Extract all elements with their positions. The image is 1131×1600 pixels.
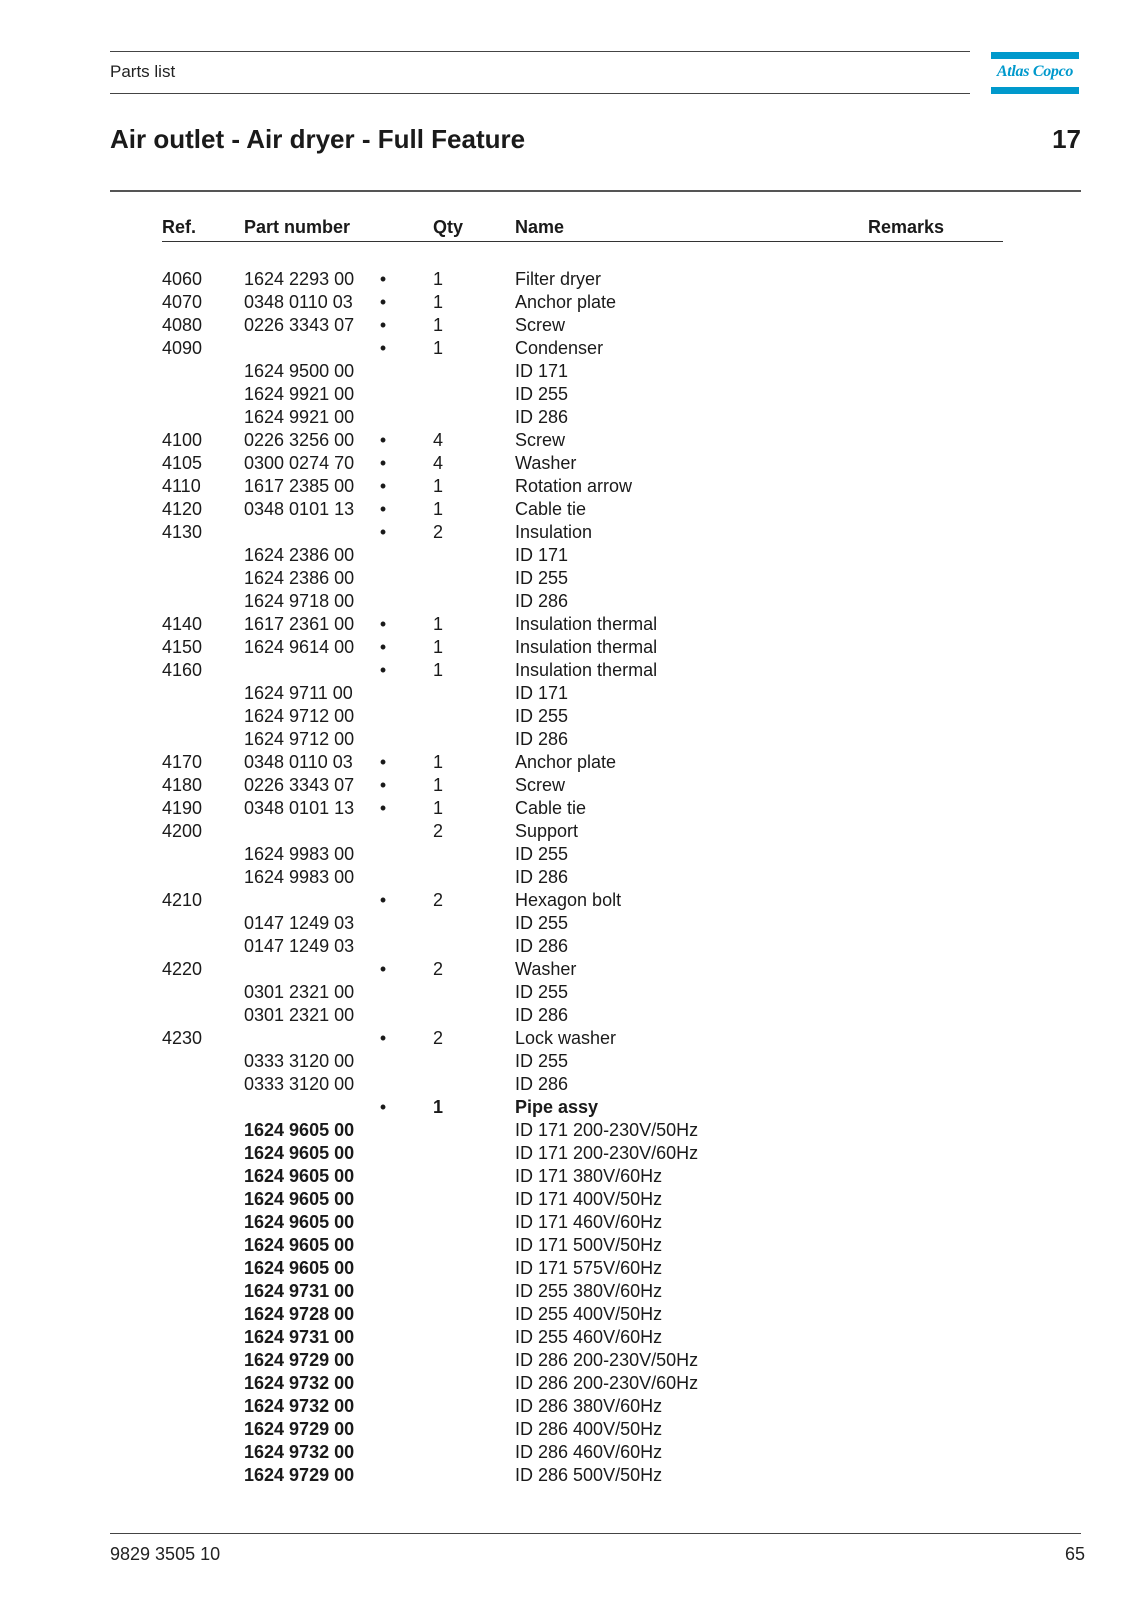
part-number-cell: 1624 9921 00: [244, 407, 355, 427]
name-cell: Screw: [515, 430, 566, 450]
ref-cell: 4160: [162, 660, 203, 680]
part-number-cell: 1624 9605 00: [244, 1212, 355, 1232]
page-number: 65: [1064, 1544, 1085, 1564]
bullet-marker: •: [379, 959, 387, 979]
table-row: [0, 1418, 1131, 1441]
table-row: [0, 337, 1131, 360]
table-row: [0, 360, 1131, 383]
qty-cell: 1: [433, 338, 444, 358]
bullet-marker: •: [379, 315, 387, 335]
part-number-cell: 0226 3343 07: [244, 315, 355, 335]
table-row: [0, 682, 1131, 705]
part-number-cell: 0301 2321 00: [244, 982, 355, 1002]
table-row: [0, 820, 1131, 843]
name-cell: ID 255: [515, 706, 569, 726]
table-row: [0, 291, 1131, 314]
name-cell: Washer: [515, 959, 577, 979]
bullet-marker: •: [379, 614, 387, 634]
bullet-marker: •: [379, 637, 387, 657]
part-number-cell: 1624 9729 00: [244, 1350, 355, 1370]
name-cell: Condenser: [515, 338, 604, 358]
atlas-copco-logo: [991, 52, 1079, 94]
table-row: [0, 751, 1131, 774]
column-header-part-number: Part number: [244, 217, 351, 237]
name-cell: Anchor plate: [515, 752, 617, 772]
name-cell: ID 171 460V/60Hz: [515, 1212, 663, 1232]
table-row: [0, 544, 1131, 567]
part-number-cell: 0226 3256 00: [244, 430, 355, 450]
table-row: [0, 774, 1131, 797]
column-header-ref: Ref.: [162, 217, 197, 237]
qty-cell: 4: [433, 430, 444, 450]
bullet-marker: •: [379, 1097, 387, 1117]
part-number-cell: 0300 0274 70: [244, 453, 355, 473]
logo-text: Atlas Copco: [996, 63, 1074, 80]
name-cell: Insulation thermal: [515, 660, 658, 680]
name-cell: ID 286 460V/60Hz: [515, 1442, 663, 1462]
name-cell: ID 255 400V/50Hz: [515, 1304, 663, 1324]
section-number: 17: [1052, 124, 1081, 154]
part-number-cell: 0333 3120 00: [244, 1051, 355, 1071]
table-row: [0, 452, 1131, 475]
part-number-cell: 1624 9711 00: [244, 683, 353, 703]
name-cell: ID 171: [515, 361, 569, 381]
ref-cell: 4170: [162, 752, 203, 772]
name-cell: ID 255: [515, 1051, 569, 1071]
name-cell: ID 286: [515, 591, 569, 611]
logo-bottom-bar: [991, 87, 1079, 94]
name-cell: Anchor plate: [515, 292, 617, 312]
qty-cell: 1: [433, 499, 444, 519]
ref-cell: 4180: [162, 775, 203, 795]
name-cell: ID 171 500V/50Hz: [515, 1235, 663, 1255]
part-number-cell: 0348 0110 03: [244, 752, 353, 772]
name-cell: ID 171 400V/50Hz: [515, 1189, 663, 1209]
part-number-cell: 1617 2385 00: [244, 476, 355, 496]
name-cell: ID 286: [515, 729, 569, 749]
part-number-cell: 1624 9732 00: [244, 1373, 355, 1393]
name-cell: Lock washer: [515, 1028, 617, 1048]
name-cell: ID 255: [515, 384, 569, 404]
name-cell: ID 255 460V/60Hz: [515, 1327, 663, 1347]
bullet-marker: •: [379, 660, 387, 680]
table-row: [0, 1464, 1131, 1487]
table-row: [0, 383, 1131, 406]
qty-cell: 4: [433, 453, 444, 473]
ref-cell: 4110: [162, 476, 201, 496]
table-row: [0, 659, 1131, 682]
table-row: [0, 1441, 1131, 1464]
table-row: [0, 889, 1131, 912]
table-row: [0, 797, 1131, 820]
part-number-cell: 0301 2321 00: [244, 1005, 355, 1025]
table-row: [0, 1050, 1131, 1073]
table-row: [0, 590, 1131, 613]
name-cell: ID 171: [515, 545, 569, 565]
ref-cell: 4150: [162, 637, 203, 657]
header-top-rule: [110, 51, 970, 52]
part-number-cell: 1624 2386 00: [244, 568, 355, 588]
part-number-cell: 0348 0110 03: [244, 292, 353, 312]
column-header-remarks: Remarks: [868, 217, 945, 237]
qty-cell: 2: [433, 1028, 444, 1048]
bullet-marker: •: [379, 522, 387, 542]
part-number-cell: 1624 9605 00: [244, 1258, 355, 1278]
table-row: [0, 1372, 1131, 1395]
part-number-cell: 1624 9983 00: [244, 844, 355, 864]
table-row: [0, 521, 1131, 544]
name-cell: ID 286 500V/50Hz: [515, 1465, 663, 1485]
name-cell: ID 286: [515, 867, 569, 887]
qty-cell: 2: [433, 522, 444, 542]
qty-cell: 2: [433, 959, 444, 979]
part-number-cell: 1624 9729 00: [244, 1419, 355, 1439]
qty-cell: 1: [433, 775, 444, 795]
part-number-cell: 1624 9732 00: [244, 1396, 355, 1416]
name-cell: Screw: [515, 775, 566, 795]
name-cell: ID 255 380V/60Hz: [515, 1281, 663, 1301]
name-cell: Insulation thermal: [515, 637, 658, 657]
name-cell: Insulation thermal: [515, 614, 658, 634]
qty-cell: 1: [433, 798, 444, 818]
qty-cell: 1: [433, 752, 444, 772]
part-number-cell: 1624 2386 00: [244, 545, 355, 565]
bullet-marker: •: [379, 338, 387, 358]
name-cell: ID 171 575V/60Hz: [515, 1258, 663, 1278]
column-header-qty: Qty: [433, 217, 464, 237]
part-number-cell: 1624 9718 00: [244, 591, 355, 611]
part-number-cell: 0226 3343 07: [244, 775, 355, 795]
bullet-marker: •: [379, 430, 387, 450]
bullet-marker: •: [379, 798, 387, 818]
name-cell: Support: [515, 821, 579, 841]
part-number-cell: 1624 9605 00: [244, 1166, 355, 1186]
table-row: [0, 935, 1131, 958]
table-row: [0, 1073, 1131, 1096]
table-row: [0, 1234, 1131, 1257]
part-number-cell: 1624 9614 00: [244, 637, 355, 657]
part-number-cell: 0147 1249 03: [244, 913, 355, 933]
ref-cell: 4120: [162, 499, 203, 519]
name-cell: ID 286 400V/50Hz: [515, 1419, 663, 1439]
name-cell: Insulation: [515, 522, 593, 542]
ref-cell: 4200: [162, 821, 203, 841]
table-row: [0, 475, 1131, 498]
name-cell: ID 171 380V/60Hz: [515, 1166, 663, 1186]
ref-cell: 4080: [162, 315, 203, 335]
part-number-cell: 1624 9712 00: [244, 706, 355, 726]
part-number-cell: 1624 9500 00: [244, 361, 355, 381]
qty-cell: 2: [433, 890, 444, 910]
table-row: [0, 958, 1131, 981]
header-bottom-rule: [110, 93, 970, 94]
name-cell: ID 171 200-230V/50Hz: [515, 1120, 699, 1140]
table-row: [0, 1027, 1131, 1050]
table-row: [0, 268, 1131, 291]
name-cell: ID 286 200-230V/50Hz: [515, 1350, 699, 1370]
name-cell: ID 286 200-230V/60Hz: [515, 1373, 699, 1393]
bullet-marker: •: [379, 752, 387, 772]
title-rule: [110, 190, 1081, 192]
name-cell: Cable tie: [515, 798, 587, 818]
name-cell: ID 171 200-230V/60Hz: [515, 1143, 699, 1163]
ref-cell: 4220: [162, 959, 203, 979]
table-row: [0, 1280, 1131, 1303]
document-number: 9829 3505 10: [110, 1544, 221, 1564]
table-row: [0, 1096, 1131, 1119]
qty-cell: 1: [433, 1097, 444, 1117]
part-number-cell: 1617 2361 00: [244, 614, 355, 634]
part-number-cell: 1624 9728 00: [244, 1304, 355, 1324]
ref-cell: 4140: [162, 614, 203, 634]
qty-cell: 1: [433, 637, 444, 657]
name-cell: ID 255: [515, 982, 569, 1002]
parts-table: [0, 268, 1131, 1487]
footer-rule: [110, 1533, 1081, 1534]
table-row: [0, 1303, 1131, 1326]
name-cell: ID 286: [515, 407, 569, 427]
column-header-name: Name: [515, 217, 565, 237]
part-number-cell: 1624 9605 00: [244, 1189, 355, 1209]
table-row: [0, 981, 1131, 1004]
part-number-cell: 1624 9921 00: [244, 384, 355, 404]
part-number-cell: 1624 2293 00: [244, 269, 355, 289]
name-cell: Hexagon bolt: [515, 890, 622, 910]
table-row: [0, 567, 1131, 590]
name-cell: ID 255: [515, 844, 569, 864]
qty-cell: 1: [433, 292, 444, 312]
part-number-cell: 1624 9983 00: [244, 867, 355, 887]
ref-cell: 4230: [162, 1028, 203, 1048]
name-cell: ID 286: [515, 936, 569, 956]
table-row: [0, 1257, 1131, 1280]
table-row: [0, 429, 1131, 452]
bullet-marker: •: [379, 269, 387, 289]
part-number-cell: 1624 9605 00: [244, 1235, 355, 1255]
table-row: [0, 1211, 1131, 1234]
page-title: Air outlet - Air dryer - Full Feature: [110, 124, 526, 154]
name-cell: ID 286: [515, 1074, 569, 1094]
bullet-marker: •: [379, 476, 387, 496]
table-row: [0, 1165, 1131, 1188]
ref-cell: 4070: [162, 292, 203, 312]
table-row: [0, 613, 1131, 636]
table-row: [0, 406, 1131, 429]
qty-cell: 2: [433, 821, 444, 841]
part-number-cell: 1624 9605 00: [244, 1143, 355, 1163]
part-number-cell: 1624 9731 00: [244, 1327, 355, 1347]
table-row: [0, 636, 1131, 659]
qty-cell: 1: [433, 315, 444, 335]
part-number-cell: 1624 9605 00: [244, 1120, 355, 1140]
bullet-marker: •: [379, 775, 387, 795]
part-number-cell: 0348 0101 13: [244, 499, 355, 519]
table-row: [0, 1395, 1131, 1418]
header-label: Parts list: [110, 62, 176, 81]
part-number-cell: 0333 3120 00: [244, 1074, 355, 1094]
part-number-cell: 0147 1249 03: [244, 936, 355, 956]
table-row: [0, 866, 1131, 889]
ref-cell: 4210: [162, 890, 203, 910]
table-row: [0, 912, 1131, 935]
name-cell: Cable tie: [515, 499, 587, 519]
part-number-cell: 1624 9712 00: [244, 729, 355, 749]
name-cell: Filter dryer: [515, 269, 602, 289]
table-row: [0, 843, 1131, 866]
part-number-cell: 0348 0101 13: [244, 798, 355, 818]
bullet-marker: •: [379, 1028, 387, 1048]
bullet-marker: •: [379, 499, 387, 519]
table-row: [0, 498, 1131, 521]
table-row: [0, 1142, 1131, 1165]
table-row: [0, 1326, 1131, 1349]
qty-cell: 1: [433, 614, 444, 634]
table-row: [0, 1004, 1131, 1027]
name-cell: ID 286: [515, 1005, 569, 1025]
name-cell: Pipe assy: [515, 1097, 599, 1117]
qty-cell: 1: [433, 269, 444, 289]
name-cell: ID 171: [515, 683, 569, 703]
part-number-cell: 1624 9732 00: [244, 1442, 355, 1462]
table-row: [0, 314, 1131, 337]
bullet-marker: •: [379, 890, 387, 910]
name-cell: ID 286 380V/60Hz: [515, 1396, 663, 1416]
name-cell: Screw: [515, 315, 566, 335]
ref-cell: 4100: [162, 430, 203, 450]
bullet-marker: •: [379, 453, 387, 473]
table-row: [0, 705, 1131, 728]
ref-cell: 4105: [162, 453, 203, 473]
name-cell: Rotation arrow: [515, 476, 633, 496]
table-row: [0, 1188, 1131, 1211]
table-row: [0, 1119, 1131, 1142]
table-row: [0, 728, 1131, 751]
ref-cell: 4090: [162, 338, 203, 358]
table-row: [0, 1349, 1131, 1372]
qty-cell: 1: [433, 660, 444, 680]
part-number-cell: 1624 9729 00: [244, 1465, 355, 1485]
qty-cell: 1: [433, 476, 444, 496]
name-cell: ID 255: [515, 913, 569, 933]
ref-cell: 4190: [162, 798, 203, 818]
ref-cell: 4130: [162, 522, 203, 542]
ref-cell: 4060: [162, 269, 203, 289]
column-header-rule: [162, 241, 1003, 242]
name-cell: ID 255: [515, 568, 569, 588]
logo-top-bar: [991, 52, 1079, 59]
part-number-cell: 1624 9731 00: [244, 1281, 355, 1301]
name-cell: Washer: [515, 453, 577, 473]
bullet-marker: •: [379, 292, 387, 312]
